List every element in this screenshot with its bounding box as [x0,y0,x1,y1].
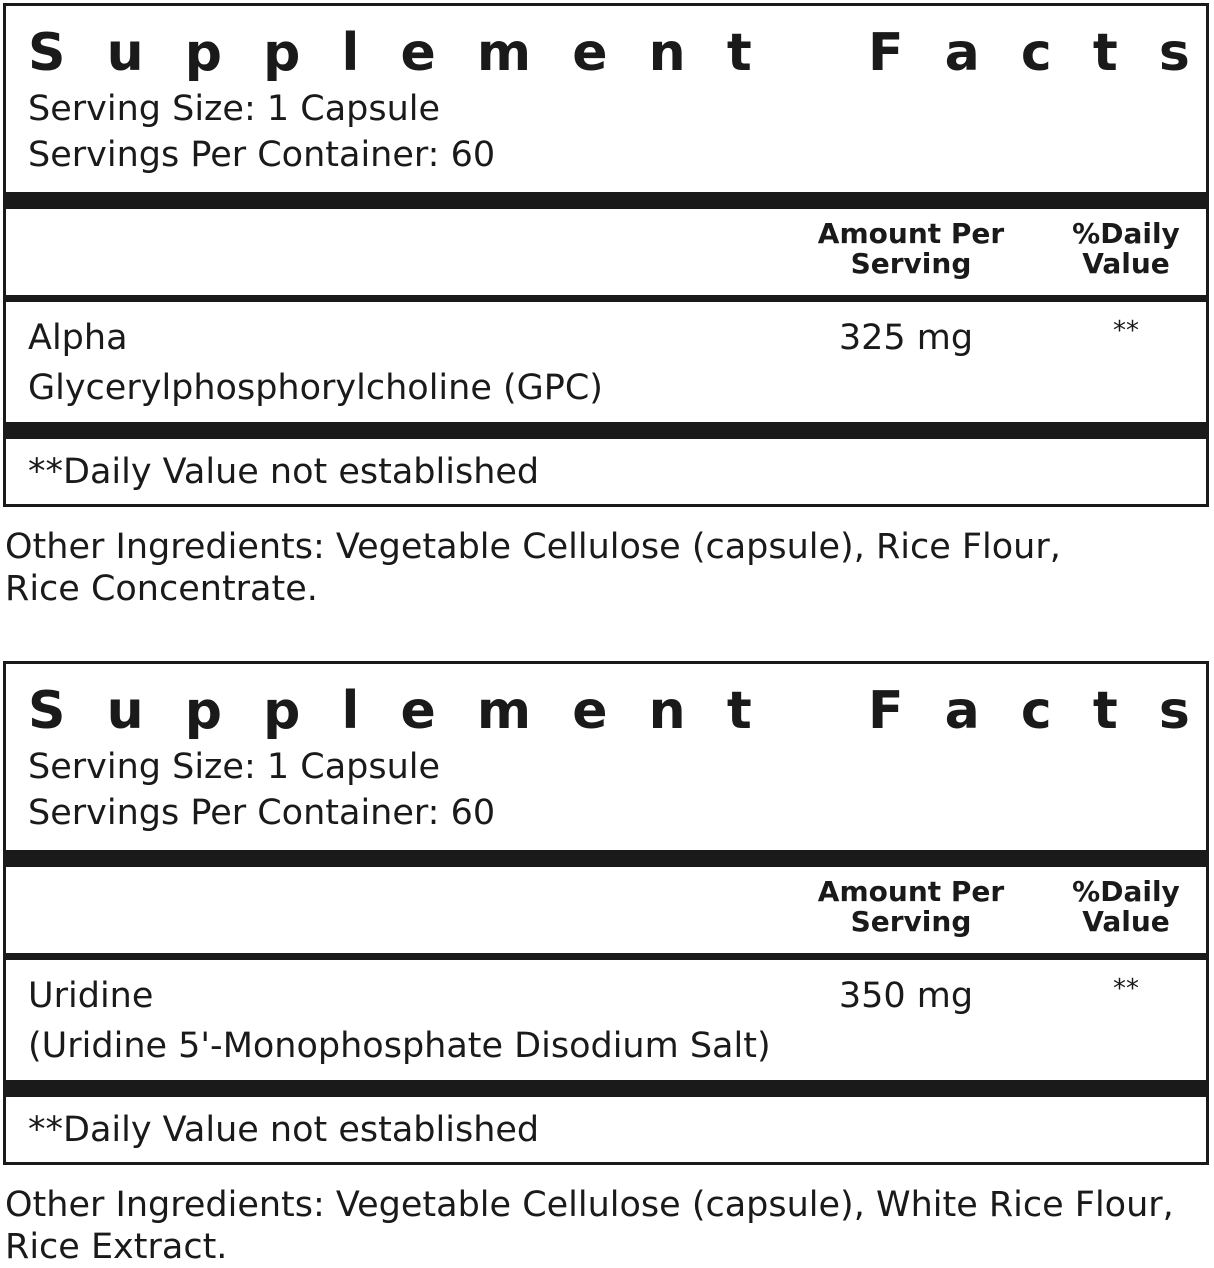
ingredient-line1: Uridine [28,976,154,1016]
title-letter: t [1092,681,1118,741]
other-ingredients-line2: Rice Concentrate. [5,569,318,609]
title-letter: t [726,23,752,83]
other-ingredients [5,526,1205,610]
title-letter: c [1020,681,1052,741]
title-letter: s [1158,681,1190,741]
header-dv-line2: Value [1082,905,1170,938]
title-letter: p [184,23,222,83]
daily-value-footnote: **Daily Value not established [28,452,540,492]
ingredient-daily-value: ** [1113,974,1139,1004]
header-dv-line1: %Daily [1072,875,1180,908]
servings-per-container: Servings Per Container: 60 [28,135,496,175]
other-ingredients-line2: Rice Extract. [5,1227,228,1267]
title-letter: l [341,681,360,741]
header-amount-line2: Serving [850,247,972,280]
title-letter: n [648,681,686,741]
divider-thin [6,953,1206,960]
ingredient-line1: Alpha [28,318,128,358]
title-letter: s [1158,23,1190,83]
ingredient-line2: (Uridine 5'-Monophosphate Disodium Salt) [28,1026,771,1066]
title-letter: m [476,23,532,83]
ingredient-amount: 325 mg [838,318,974,358]
ingredient-line2: Glycerylphosphorylcholine (GPC) [28,368,603,408]
supplement-facts-title [28,678,1190,744]
serving-size: Serving Size: 1 Capsule [28,89,441,129]
title-letter: S [28,681,66,741]
title-letter: e [572,681,608,741]
title-letter: e [400,23,436,83]
header-amount-line2: Serving [850,905,972,938]
title-letter: l [341,23,360,83]
title-letter: p [263,681,301,741]
ingredient-amount: 350 mg [838,976,974,1016]
ingredient-daily-value: ** [1113,316,1139,346]
divider-thin [6,295,1206,302]
title-letter: a [944,23,980,83]
header-daily-value [1056,877,1196,937]
divider-thick [6,192,1206,209]
title-letter: n [648,23,686,83]
other-ingredients [5,1184,1205,1268]
daily-value-footnote: **Daily Value not established [28,1110,540,1150]
header-dv-line1: %Daily [1072,217,1180,250]
header-amount-line1: Amount Per [817,875,1005,908]
title-letter: u [106,681,144,741]
divider-thick [6,850,1206,867]
ingredient-name [28,313,603,413]
title-letter: a [944,681,980,741]
title-letter: t [726,681,752,741]
supplement-facts-title [28,20,1190,86]
title-letter: p [263,23,301,83]
title-letter: c [1020,23,1052,83]
header-dv-line2: Value [1082,247,1170,280]
header-amount-per-serving [786,219,1036,279]
supplement-facts-panel [3,661,1209,1165]
title-letter: t [1092,23,1118,83]
title-letter: e [572,23,608,83]
header-daily-value [1056,219,1196,279]
title-letter: p [184,681,222,741]
title-letter: e [400,681,436,741]
ingredient-name [28,971,771,1071]
header-amount-per-serving [786,877,1036,937]
title-letter: u [106,23,144,83]
other-ingredients-line1: Other Ingredients: Vegetable Cellulose (capsule), White Rice Flour, [5,1185,1174,1225]
divider-thick [6,1080,1206,1097]
title-letter: m [476,681,532,741]
title-letter: F [867,23,904,83]
serving-size: Serving Size: 1 Capsule [28,747,441,787]
servings-per-container: Servings Per Container: 60 [28,793,496,833]
title-letter: F [867,681,904,741]
other-ingredients-line1: Other Ingredients: Vegetable Cellulose (capsule), Rice Flour, [5,527,1061,567]
divider-thick [6,422,1206,439]
header-amount-line1: Amount Per [817,217,1005,250]
title-letter: S [28,23,66,83]
supplement-facts-panel [3,3,1209,507]
